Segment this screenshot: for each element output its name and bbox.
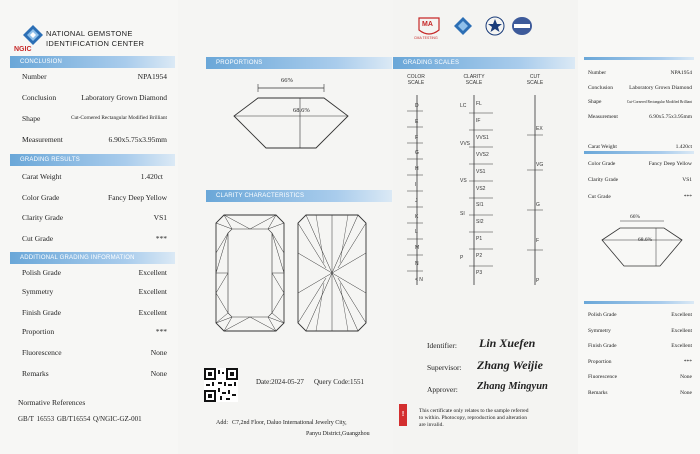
cut-grade-label: VG — [536, 162, 544, 168]
proportions-diagram-icon — [218, 76, 368, 158]
polish-label: Polish Grade — [22, 268, 61, 277]
measurement-value: 6.90x5.75x3.95mm — [108, 135, 167, 144]
notice-line2: to within. Photocopy, reproduction and alteration — [419, 415, 527, 421]
grading-scales-title: GRADING SCALES — [393, 57, 575, 69]
supervisor-signature: Zhang Weijie — [477, 358, 543, 372]
star-badge-icon — [485, 16, 505, 36]
finish-label: Finish Grade — [22, 308, 61, 317]
finish-value: Excellent — [138, 308, 167, 317]
approver-signature: Zhang Mingyun — [477, 381, 548, 392]
warning-icon: ! — [399, 404, 407, 426]
summary-row — [588, 114, 692, 122]
depth-percentage: 68.6% — [293, 107, 310, 114]
cut-grade-label: EX — [536, 126, 543, 132]
summary-row-value: Cut-Cornered Rectangular Modified Brilliant — [626, 100, 692, 104]
clarity-grade-label: SI1 — [476, 202, 484, 209]
lab-name-line1: NATIONAL GEMSTONE — [46, 29, 133, 38]
remarks-label: Remarks — [22, 369, 49, 378]
qr-code-icon — [204, 368, 238, 402]
cut-grade-label: P — [536, 278, 540, 284]
symmetry-value: Excellent — [138, 287, 167, 296]
color-grade-label: I — [415, 182, 417, 188]
identifier-label: Identifier: — [427, 341, 457, 350]
summary-row — [588, 328, 692, 336]
carat-label: Carat Weight — [22, 172, 62, 181]
ngic-logo-icon — [22, 24, 44, 46]
clarity-grade-label: P1 — [476, 236, 483, 243]
polish-row — [22, 268, 167, 278]
summary-row-value: 1.420ct — [675, 144, 692, 150]
summary-top-bar — [584, 57, 694, 60]
summary-row-label: Carat Weight — [588, 144, 617, 150]
cut-grade-label: Cut Grade — [22, 234, 54, 243]
conclusion-label: Conclusion — [22, 93, 57, 102]
clarity-group-label: LC — [460, 103, 467, 109]
summary-row-label: Polish Grade — [588, 312, 617, 318]
number-row — [22, 72, 167, 82]
fluorescence-row — [22, 348, 167, 358]
summary-row-value: None — [680, 374, 692, 380]
summary-row — [588, 194, 692, 202]
summary-row-value: None — [680, 389, 692, 396]
color-grade-label: L — [415, 229, 418, 236]
summary-row-label: Remarks — [588, 389, 608, 396]
clarity-grade-label: VS1 — [476, 168, 486, 175]
additional-info-title: ADDITIONAL GRADING INFORMATION — [10, 252, 175, 264]
color-grade-label: M — [415, 245, 420, 252]
summary-row-value: Laboratory Grown Diamond — [629, 84, 692, 91]
summary-row-value: *** — [683, 193, 692, 200]
certification-badge-icon — [511, 16, 533, 36]
color-grade-label: Color Grade — [22, 193, 60, 202]
cut-grade-label: F — [536, 238, 540, 244]
shape-row — [22, 114, 167, 124]
summary-row — [588, 312, 692, 320]
summary-row — [588, 85, 692, 93]
clarity-grade-label: P2 — [476, 253, 483, 260]
fluorescence-label: Fluorescence — [22, 348, 62, 357]
clarity-grade-label: VVS2 — [476, 151, 489, 158]
color-grade-label: < N — [415, 276, 423, 283]
clarity-characteristics-title: CLARITY CHARACTERISTICS — [206, 190, 392, 202]
summary-row — [588, 161, 692, 169]
summary-panel — [578, 0, 700, 454]
fluorescence-value: None — [150, 348, 167, 357]
conclusion-section-title: CONCLUSION — [10, 56, 175, 68]
summary-row — [588, 177, 692, 185]
summary-row — [588, 359, 692, 367]
identifier-signature: Lin Xuefen — [479, 336, 536, 350]
lab-abbr: NGIC — [14, 46, 32, 53]
summary-row-label: Symmetry — [588, 327, 611, 334]
summary-row-label: Measurement — [588, 113, 618, 120]
number-value: NPA1954 — [137, 72, 167, 81]
color-grade-label: G — [415, 150, 419, 157]
clarity-pavilion-diagram-icon — [296, 213, 368, 333]
address-label: Add: — [216, 420, 228, 426]
summary-row — [588, 343, 692, 351]
clarity-scale-header: CLARITY SCALE — [463, 74, 485, 86]
finish-row — [22, 308, 167, 318]
cut-grade-row — [22, 234, 167, 244]
table-percentage: 66% — [281, 77, 293, 84]
grading-results-title: GRADING RESULTS — [10, 154, 175, 166]
clarity-grade-label: P3 — [476, 270, 483, 276]
scales-panel — [393, 0, 578, 454]
proportions-title: PROPORTIONS — [206, 57, 392, 69]
summary-row-value: 6.90x5.75x3.95mm — [649, 113, 692, 120]
grading-scale-lines — [393, 90, 578, 290]
summary-row-value: *** — [683, 358, 692, 365]
clarity-grade-label: FL — [476, 101, 482, 107]
summary-row-label: Proportion — [588, 358, 612, 365]
measurement-row — [22, 135, 167, 145]
summary-row-label: Fluorescence — [588, 374, 618, 380]
color-grade-label: H — [415, 166, 419, 173]
summary-row-value: NPA1954 — [670, 70, 692, 76]
approver-label: Approver: — [427, 385, 458, 394]
color-scale-header: COLOR SCALE — [407, 74, 425, 86]
summary-row — [588, 390, 692, 398]
color-grade-label: K — [415, 213, 419, 220]
notice-line3: are invalid. — [419, 422, 444, 428]
color-grade-label: F — [415, 134, 419, 141]
shape-value: Cut-Cornered Rectangular Modified Brilliant — [70, 115, 167, 121]
clarity-grade-label: VVS1 — [476, 134, 489, 141]
summary-row — [588, 70, 692, 78]
measurement-label: Measurement — [22, 135, 63, 144]
color-grade-value: Fancy Deep Yellow — [108, 193, 167, 202]
summary-row-value: VS1 — [682, 177, 692, 183]
cut-scale-header: CUT SCALE — [526, 74, 544, 86]
summary-row-label: Conclusion — [588, 84, 614, 91]
summary-row-value: Fancy Deep Yellow — [648, 160, 692, 167]
summary-row-value: Excellent — [671, 343, 692, 349]
carat-value: 1.420ct — [140, 172, 163, 181]
clarity-group-label: VS — [460, 178, 467, 184]
color-grade-row — [22, 193, 167, 203]
clarity-grade-label: VS2 — [476, 185, 486, 192]
summary-row — [588, 99, 692, 107]
summary-depth-percentage: 68.6% — [638, 237, 653, 243]
report-main-panel — [0, 0, 178, 454]
symmetry-label: Symmetry — [22, 287, 54, 296]
proportion-label: Proportion — [22, 327, 55, 336]
conclusion-value: Laboratory Grown Diamond — [81, 93, 167, 102]
summary-row — [588, 374, 692, 382]
references-title: Normative References — [18, 398, 86, 407]
clarity-grade-value: VS1 — [153, 213, 167, 222]
shape-label: Shape — [22, 114, 41, 123]
summary-row-label: Cut Grade — [588, 193, 611, 200]
color-grade-label: D — [415, 103, 419, 109]
proportion-value: *** — [155, 327, 167, 336]
supervisor-label: Supervisor: — [427, 363, 462, 372]
cut-grade-value: *** — [155, 234, 167, 243]
clarity-group-label: SI — [460, 211, 465, 217]
ngic-small-logo-icon — [453, 16, 473, 36]
summary-row-value: Excellent — [671, 327, 692, 334]
clarity-grade-label: SI2 — [476, 219, 484, 226]
address-line1: C7,2nd Floor, Daluo International Jewelry City, — [232, 420, 347, 426]
clarity-group-label: P — [460, 255, 464, 261]
polish-value: Excellent — [138, 268, 167, 277]
clarity-group-label: VVS — [460, 141, 471, 147]
color-grade-label: J — [415, 197, 418, 204]
summary-bottom-bar — [584, 301, 694, 304]
symmetry-row — [22, 287, 167, 297]
clarity-grade-label: Clarity Grade — [22, 213, 64, 222]
query-code: Query Code:1551 — [314, 378, 364, 386]
summary-row-label: Finish Grade — [588, 343, 617, 349]
diagram-panel — [178, 0, 393, 454]
report-date: Date:2024-05-27 — [256, 378, 304, 386]
summary-table-percentage: 66% — [630, 214, 641, 220]
carat-row — [22, 172, 167, 182]
remarks-row — [22, 369, 167, 379]
cut-grade-label: G — [536, 202, 540, 208]
number-label: Number — [22, 72, 47, 81]
summary-row-label: Number — [588, 70, 607, 76]
color-grade-label: N — [415, 261, 419, 267]
notice-text — [419, 408, 529, 429]
summary-row-label: Shape — [588, 99, 602, 105]
color-grade-label: E — [415, 118, 419, 125]
conclusion-row — [22, 93, 167, 103]
summary-row-label: Color Grade — [588, 160, 616, 167]
summary-row-label: Clarity Grade — [588, 177, 619, 183]
references-text: GB/T 16553 GB/T16554 Q/NGIC-GZ-001 — [18, 415, 142, 423]
address-line2: Panyu District,Guangzhou — [306, 431, 370, 437]
remarks-value: None — [150, 369, 167, 378]
clarity-crown-diagram-icon — [214, 213, 286, 333]
lab-name-line2: IDENTIFICATION CENTER — [46, 39, 145, 48]
clarity-grade-label: IF — [476, 117, 481, 124]
clarity-grade-row — [22, 213, 167, 223]
proportion-row — [22, 327, 167, 337]
notice-line1: This certificate only relates to the sample referred — [419, 408, 529, 414]
cma-seal-text: MA — [422, 21, 433, 28]
summary-row-value: Excellent — [671, 312, 692, 318]
summary-row — [588, 144, 692, 152]
cma-seal-subtext: CMA TESTING — [414, 36, 438, 40]
